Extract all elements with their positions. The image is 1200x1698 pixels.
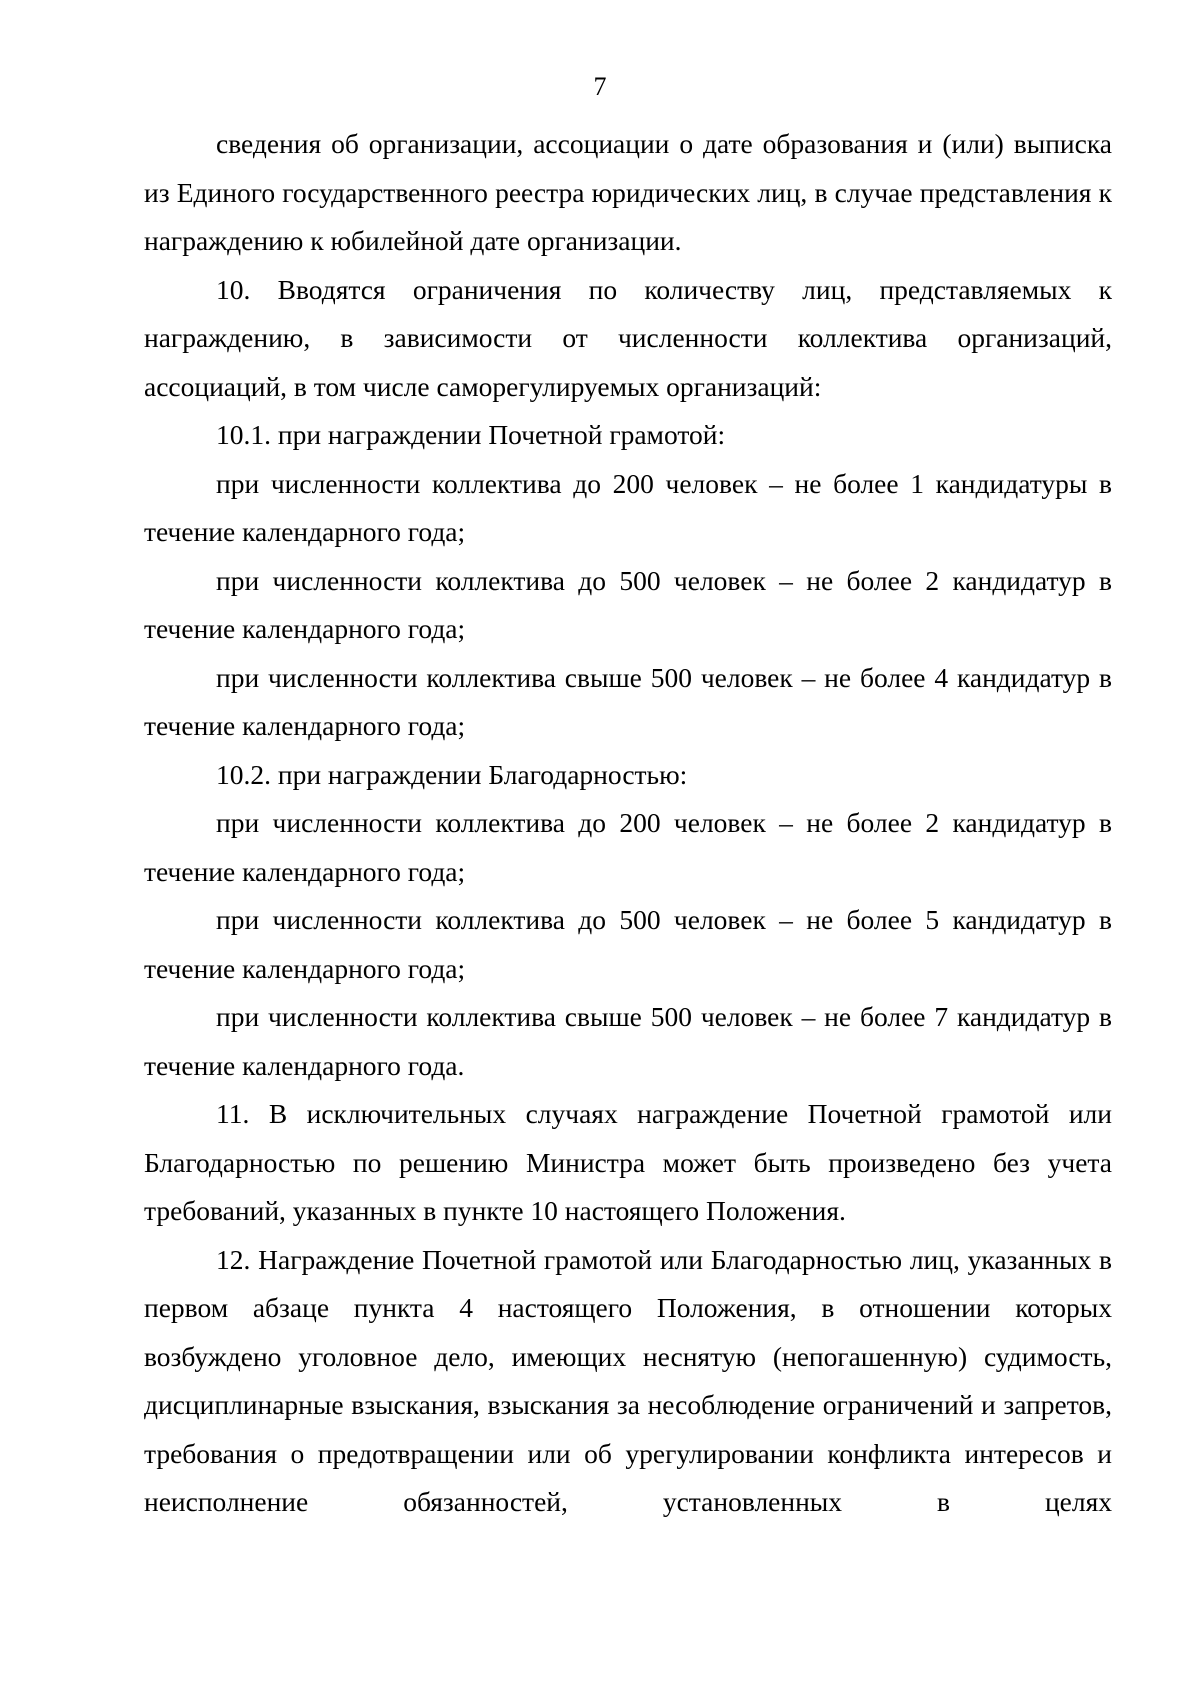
paragraph-12-conditions: 12. Награждение Почетной грамотой или Благодарностью лиц, указанных в первом абзаце пункта 4 настоящего Положения, в отношении которых возбуждено уголовное дело, имеющих неснятую (непогашенную) судимость, дисциплинарные взыскания, взыскания за несоблюдение ограничений и запретов, требования о предотвращении или об урегулировании конфликта интересов и неисполнение обязанностей, установленных в целях: [144, 1243, 1112, 1517]
paragraph-10-1-up-to-200: при численности коллектива до 200 человек – не более 1 кандидатуры в течение календарного года;: [144, 467, 1112, 547]
paragraph-10-2-heading: 10.2. при награждении Благодарностью:: [216, 758, 688, 790]
paragraph-10-1-up-to-500: при численности коллектива до 500 человек – не более 2 кандидатур в течение календарного года;: [144, 564, 1112, 644]
paragraph-10-2-up-to-500: при численности коллектива до 500 человек – не более 5 кандидатур в течение календарного года;: [144, 904, 1112, 984]
paragraph-10-2-over-500: при численности коллектива свыше 500 человек – не более 7 кандидатур в течение календарного года.: [144, 1001, 1112, 1081]
paragraph-11-exceptions: 11. В исключительных случаях награждение Почетной грамотой или Благодарностью по решению Министра может быть произведено без учета требований, указанных в пункте 10 настоящего Положения.: [144, 1098, 1112, 1226]
paragraph-organization-info: сведения об организации, ассоциации о дате образования и (или) выписка из Единого государственного реестра юридических лиц, в случае представления к награждению к юбилейной дате организации.: [144, 128, 1112, 256]
paragraph-10-2-up-to-200: при численности коллектива до 200 человек – не более 2 кандидатур в течение календарного года;: [144, 807, 1112, 887]
paragraph-10-1-heading: 10.1. при награждении Почетной грамотой:: [216, 419, 726, 450]
page-number: 7: [593, 72, 607, 101]
paragraph-10-restrictions: 10. Вводятся ограничения по количеству лиц, представляемых к награждению, в зависимости от численности коллектива организаций, ассоциаций, в том числе саморегулируемых организаций:: [144, 273, 1112, 402]
document-body: [144, 120, 1112, 1527]
paragraph-10-1-over-500: при численности коллектива свыше 500 человек – не более 4 кандидатур в течение календарного года;: [144, 661, 1112, 741]
